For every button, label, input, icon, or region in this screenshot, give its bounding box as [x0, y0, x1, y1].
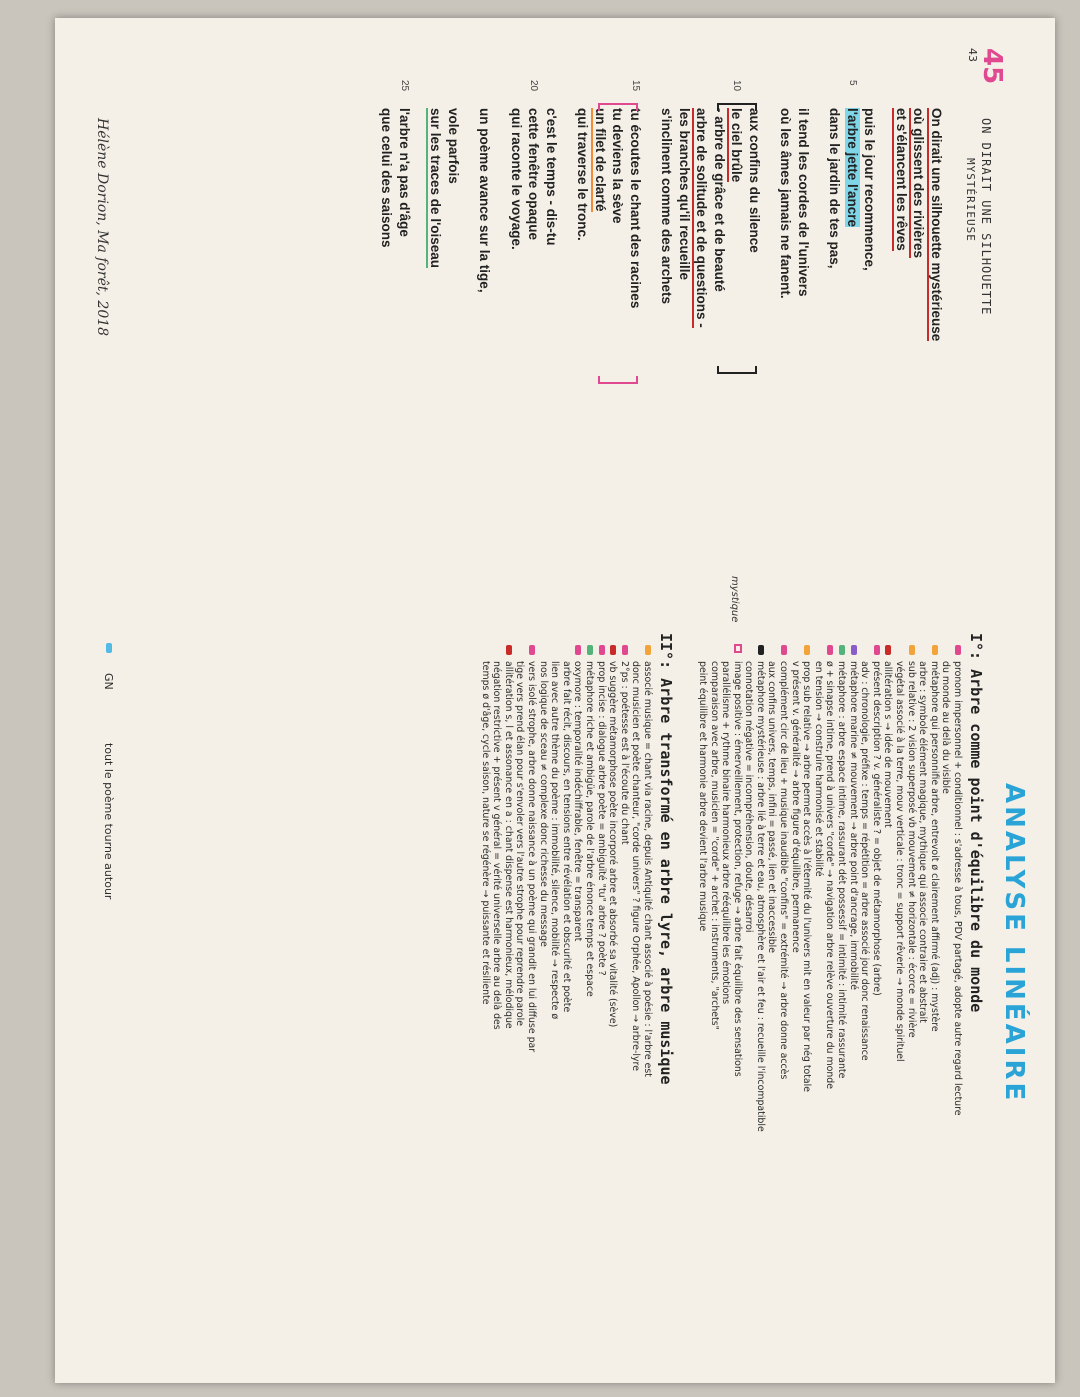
poem-line — [476, 108, 494, 548]
poem-line — [378, 108, 396, 548]
analysis-note-text: négation restrictive + présent v général = vérité universelle arbre au delà des — [491, 661, 503, 1030]
analysis-note-text: en tension → construire harmonisé et stabilité — [812, 661, 824, 877]
analysis-note-text: vers isolé strophe, arbre donne naissance à un poème qui grandit en lui diffuse par — [526, 661, 538, 1053]
analysis-note-text: parallélisme + rythme binaire harmonieux arbre rééquilibre les émotions — [720, 661, 732, 1005]
poem-line — [795, 108, 813, 548]
poem-line — [728, 80, 746, 548]
section-1-notes — [696, 643, 963, 1358]
poem-line — [543, 108, 561, 548]
analysis-note-text: allitération s, l et assonance en a : chant dispense est harmonieux, mélodique — [502, 661, 514, 1029]
bracket-left-lines-13-14 — [598, 103, 638, 111]
page-number: 45 — [977, 48, 1007, 85]
page-subnumber: 43 — [966, 48, 979, 62]
poem-line-text: qui raconte le voyage. — [509, 108, 524, 250]
analysis-note-text: du monde au delà du visible — [940, 661, 952, 794]
analysis-note-text: pronom impersonnel + conditionnel : s'adresse à tous, PDV partagé, adopte autre regard lecture — [952, 661, 963, 1116]
poem-line — [508, 108, 526, 548]
analysis-note-text: métaphore mystérieuse : arbre lié à terre et eau, atmosphère et l'air et feu : recueille l'incompatible — [754, 661, 766, 1132]
analysis-note — [917, 643, 929, 1358]
analysis-note — [743, 643, 755, 1358]
analysis-note — [859, 643, 871, 1358]
analysis-note — [789, 643, 801, 1358]
analysis-note-text: présent description ? v. généraliste ? = objet de métamorphose (arbre) — [870, 661, 882, 996]
poem-line — [592, 108, 610, 548]
analysis-note-text: allitération s → idée de mouvement — [882, 661, 894, 828]
analysis-note-text: métaphore riche et ambigüe, parole de l'arbre énonce temps et espace — [584, 661, 596, 997]
poem-line-text: aux confins du silence — [747, 108, 762, 253]
analysis-note-text: sub relative : 2 vision superposé vb mouvement ≠ horizontale : écorce = rivière — [905, 661, 917, 1038]
analysis-note-text: image positive : émerveillement, protection, refuge → arbre fait équilibre des sensations — [731, 661, 743, 1077]
analysis-note — [491, 643, 503, 1358]
poem-signature: Hélène Dorion, Ma forêt, 2018 — [94, 118, 110, 337]
color-marker-icon — [827, 645, 833, 655]
poem-line — [574, 108, 592, 548]
analysis-note-text: comparaison avec arbre, musicien = "corde" + archet : instruments, "archets" — [708, 661, 720, 1030]
analysis-note-text: complément circ de lieu + musique inaudible "confins" = extrémité → arbre donne accès — [778, 661, 790, 1080]
poem-line-text: où glissent des rivières — [911, 108, 927, 259]
analysis-note — [607, 643, 619, 1358]
poem-line — [658, 108, 676, 548]
poem-line — [396, 80, 414, 548]
color-marker-icon — [529, 645, 535, 655]
poem-line — [711, 108, 729, 548]
analysis-note-text: 2°ps : poétesse est à l'écoute du chant — [618, 661, 630, 845]
line-number: 10 — [731, 80, 743, 92]
analysis-note — [696, 643, 708, 1358]
poem-line-text: les branches qu'il recueille — [677, 108, 692, 281]
poem-lines — [378, 80, 945, 548]
analysis-note-text: vb suggère métamorphose poète incorporé arbre et absorbé sa vitalité (sève) — [607, 661, 619, 1028]
analysis-note — [905, 643, 917, 1358]
poem-line-text: sur les traces de l'oiseau — [428, 108, 444, 269]
poem-line-text: arbre de solitude et de questions - — [694, 108, 710, 328]
analysis-note-text: métaphore qui personnifie arbre, entrevoit ø clairement affirmé (adj) : mystère — [928, 661, 940, 1032]
color-marker-icon — [587, 645, 593, 655]
color-marker-icon — [874, 645, 880, 655]
analysis-note-text: oxymore : temporalité indéchiffrable, fenêtre = transparent — [572, 661, 584, 942]
analysis-note-text: prop incise : dialogue arbre poète = ambiguïté "tu" arbre ? poète ? — [595, 661, 607, 976]
analysis-note — [720, 643, 732, 1358]
poem-line — [609, 108, 627, 548]
poem-line-text: - arbre de grâce et de beauté — [712, 108, 727, 292]
poem-line — [826, 108, 844, 548]
analysis-note — [731, 643, 743, 1358]
analysis-note-text: nos logique de sceau ≠ complexe donc richesse du message — [537, 661, 549, 947]
analysis-note — [824, 643, 836, 1358]
line-number: 15 — [630, 80, 641, 92]
section-1-heading: I°: Arbre comme point d'équilibre du monde — [967, 633, 985, 1013]
poem-line — [844, 80, 862, 548]
analysis-note — [754, 643, 766, 1358]
analysis-note-text: connotation négative = incompréhension, doute, désarroi — [743, 661, 755, 933]
analysis-note — [572, 643, 584, 1358]
poem-line-text: l'arbre jette l'ancre — [845, 108, 860, 227]
analysis-note-text: arbre fait récit, discours, en tensions entre révélation et obscurité et poète — [560, 661, 572, 1013]
analysis-note-text: végétal associé à la terre, mouv verticale : tronc = support rêverie → monde spirituel — [894, 661, 906, 1062]
notebook-sheet — [55, 18, 1055, 1383]
section-2-heading: II°: Arbre transformé en arbre lyre, arbre musique — [657, 633, 675, 1085]
color-marker-icon — [932, 645, 938, 655]
poem-line-text: cette fenêtre opaque — [526, 108, 542, 241]
analysis-note — [940, 643, 952, 1358]
analysis-note — [630, 643, 642, 1358]
poem-line — [693, 108, 711, 548]
analysis-section — [75, 633, 1035, 1363]
analysis-note — [893, 643, 905, 1358]
poem-line-text: un poème avance sur la tige, — [477, 108, 493, 293]
poem-line — [893, 108, 911, 548]
color-marker-icon — [909, 645, 915, 655]
analysis-note — [618, 643, 630, 1358]
analysis-title: ANALYSE LINÉAIRE — [999, 783, 1029, 1104]
square-marker-icon — [734, 644, 742, 653]
line-number: 20 — [528, 80, 540, 92]
analysis-note-text: peint équilibre et harmonie arbre devient l'arbre musique — [696, 661, 708, 932]
poem-line — [676, 108, 694, 548]
color-marker-icon — [610, 645, 616, 655]
footer-gn-label: GN — [102, 673, 115, 690]
poem-line-text: vole parfois — [446, 108, 461, 184]
poem-line — [445, 108, 463, 548]
stanza-gap — [560, 108, 574, 548]
poem-line-text: l'arbre n'a pas d'âge — [397, 108, 412, 237]
poem-line — [427, 108, 445, 548]
color-marker-icon — [599, 645, 605, 655]
poem-subtitle: MYSTÉRIEUSE — [964, 158, 977, 242]
poem-line-text: et s'élancent les rêves — [894, 108, 909, 251]
poem-line-text: qui traverse le tronc. — [575, 108, 591, 241]
poem-line-text: que celui des saisons — [379, 108, 395, 248]
stanza-gap — [644, 108, 658, 548]
section-2-notes — [479, 643, 653, 1358]
analysis-note — [778, 643, 790, 1358]
analysis-note — [847, 643, 859, 1358]
analysis-note — [835, 643, 847, 1358]
rotated-page — [55, 18, 1055, 1383]
bracket-right-lines-8-9 — [717, 366, 757, 374]
analysis-note-text: lien avec autre thème du poème : immobilité, silence, mobilité → respecte ø — [549, 661, 561, 1020]
analysis-note — [641, 643, 653, 1358]
analysis-note — [479, 643, 491, 1358]
analysis-note — [708, 643, 720, 1358]
analysis-note-text: associé musique = chant via racine, depuis Antiquité chant associé à poésie : l'arbre est — [642, 661, 653, 1077]
analysis-note — [870, 643, 882, 1358]
analysis-note — [882, 643, 894, 1358]
analysis-note — [537, 643, 549, 1358]
analysis-note — [766, 643, 778, 1358]
analysis-note-text: arbre : symbole élément magique, mythique qui associe contraire et abstrait — [917, 661, 929, 1023]
analysis-note — [583, 643, 595, 1358]
color-marker-icon — [885, 645, 891, 655]
stanza-gap — [462, 108, 476, 548]
analysis-note — [928, 643, 940, 1358]
poem-line — [525, 80, 543, 548]
poem-line-text: tu deviens la sève — [610, 108, 626, 224]
poem-line — [777, 108, 795, 548]
poem-line-text: puis le jour recommence, — [862, 108, 878, 271]
poem-line-text: On dirait une silhouette mystérieuse — [929, 108, 944, 342]
analysis-note-text: métaphore : arbre espace intime, rassurant dét possessif = intimité : intimité rassurante — [836, 661, 848, 1079]
poem-line-text: un filet de clarté — [593, 108, 608, 212]
analysis-note — [951, 643, 963, 1358]
poem-line-text: tu écoutes le chant des racines — [628, 108, 643, 309]
color-marker-icon — [758, 645, 764, 655]
poem-line — [627, 80, 645, 548]
analysis-note-text: tige vers prend élan pour s'envoler vers l'autre strophe pour reprendre parole — [514, 661, 526, 1026]
poem-line — [746, 108, 764, 548]
stanza-gap — [879, 108, 893, 548]
color-marker-icon — [506, 645, 512, 655]
poem-line — [928, 108, 946, 548]
stanza-gap — [763, 108, 777, 548]
color-marker-icon — [839, 645, 845, 655]
analysis-note-text: prop sub relative → arbre permet accès à l'éternité du l'univers mit en valeur par nég totale — [801, 661, 813, 1093]
color-marker-icon — [955, 645, 961, 655]
analysis-note — [514, 643, 526, 1358]
color-marker-icon — [575, 645, 581, 655]
color-marker-icon — [851, 645, 857, 655]
poem-line — [910, 108, 928, 548]
poem-line-text: dans le jardin de tes pas, — [827, 108, 843, 269]
poem-title: ON DIRAIT UNE SILHOUETTE — [979, 118, 993, 316]
analysis-note — [502, 643, 514, 1358]
analysis-note — [549, 643, 561, 1358]
color-marker-icon — [804, 645, 810, 655]
poem-section — [85, 48, 1015, 623]
footer-note: tout le poème tourne autour — [102, 743, 115, 900]
stanza-gap — [494, 108, 508, 548]
poem-line-text: s'inclinent comme des archets — [659, 108, 675, 305]
poem-line-text: où les âmes jamais ne fanent. — [778, 108, 794, 299]
analysis-note-text: temps ø d'âge, cycle saison, nature se régénère → puissante et résiliente — [479, 661, 491, 1005]
line-number: 25 — [399, 80, 410, 92]
bracket-left-lines-8-9 — [717, 103, 757, 111]
analysis-note — [560, 643, 572, 1358]
line-number: 5 — [847, 80, 858, 86]
color-marker-icon — [622, 645, 628, 655]
analysis-note — [801, 643, 813, 1358]
footer-marker-icon — [106, 643, 112, 653]
analysis-note — [525, 643, 537, 1358]
analysis-note — [812, 643, 824, 1358]
stanza-gap — [413, 108, 427, 548]
poem-line — [861, 108, 879, 548]
poem-line-text: le ciel brûle — [729, 108, 745, 183]
analysis-note-text: aux confins univers, temps, infini = passé, lien et inaccessible — [766, 661, 778, 954]
stanza-gap — [812, 108, 826, 548]
analysis-note — [595, 643, 607, 1358]
analysis-note-text: métaphore marine ≠ mouvement → arbre point d'ancrage, immobilité — [847, 661, 859, 990]
analysis-note-text: ø + sinapse intime, prend à univers "corde" → navigation arbre relève ouverture du monde — [824, 661, 836, 1089]
analysis-note-text: donc musicien et poète chanteur, "corde univers" ? figure Orphée, Apollon → arbre-lyre — [630, 661, 642, 1071]
color-marker-icon — [781, 645, 787, 655]
bracket-right-lines-13-14 — [598, 376, 638, 384]
mystique-annotation: mystique — [729, 576, 740, 623]
analysis-note-text: adv : chronologie, préfixe : temps = répétition = arbre associé jour donc renaissance — [859, 661, 871, 1061]
analysis-note-text: v présent v. généralité → arbre figure d'équilibre, permanence — [789, 661, 801, 953]
poem-line-text: c'est le temps - dis-tu — [544, 108, 559, 246]
color-marker-icon — [645, 645, 651, 655]
poem-line-text: il tend les cordes de l'univers — [796, 108, 811, 297]
